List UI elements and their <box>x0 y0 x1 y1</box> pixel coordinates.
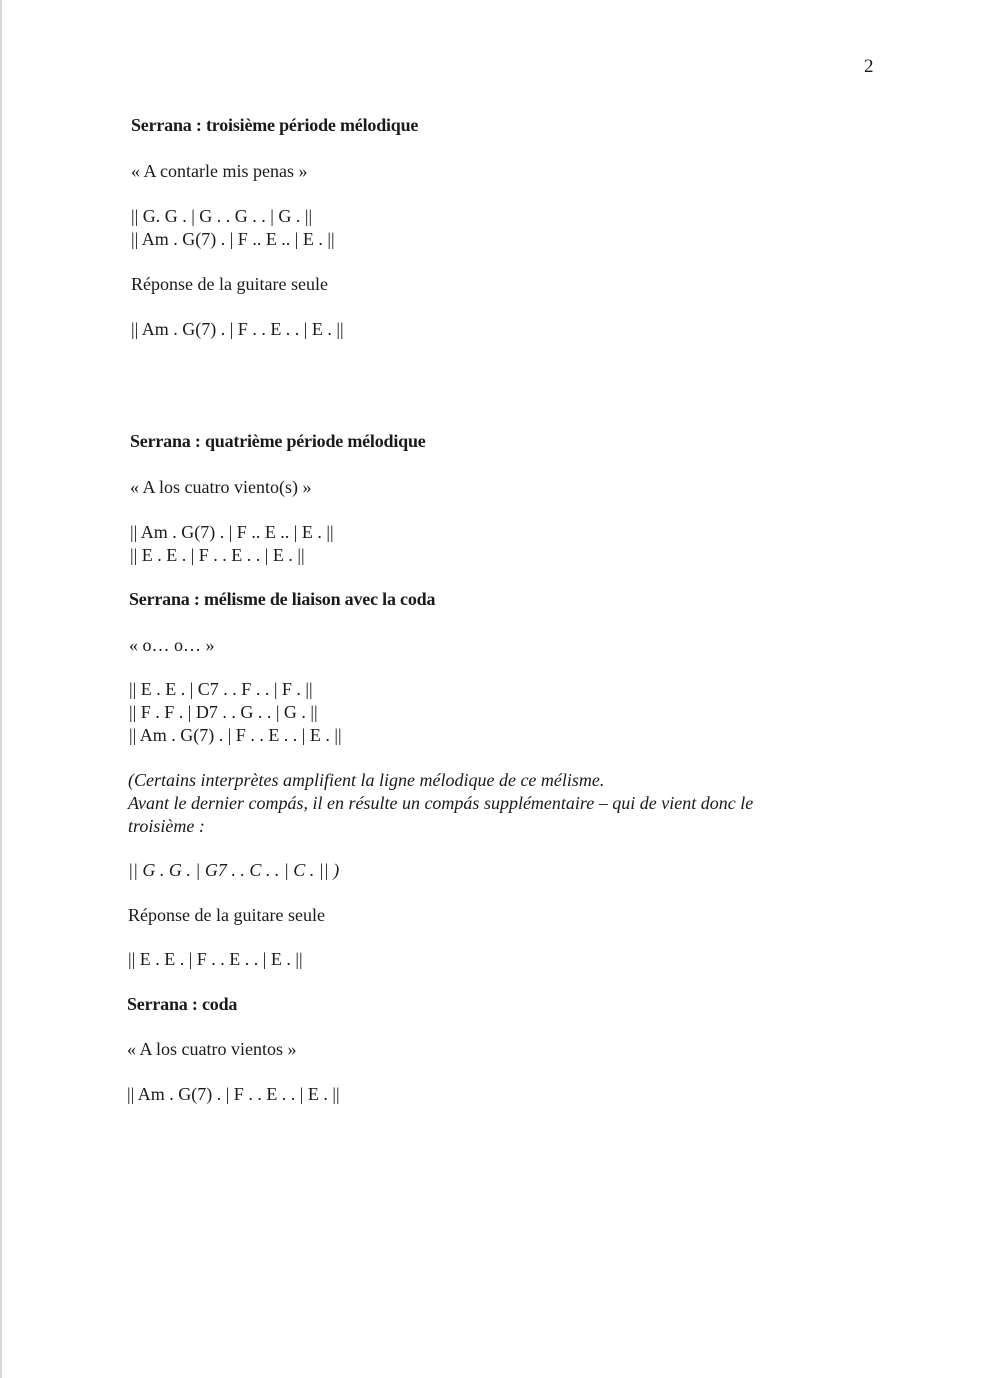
section-heading-melisme: Serrana : mélisme de liaison avec la coda <box>129 589 436 609</box>
chord-line: || E . E . | F . . E . . | E . || <box>130 545 305 565</box>
chord-line: || Am . G(7) . | F . . E . . | E . || <box>131 319 344 339</box>
section-quote: « A contarle mis penas » <box>131 161 308 181</box>
section-quote: « o… o… » <box>129 635 215 655</box>
italic-note-line: Avant le dernier compás, il en résulte un compás supplémentaire – qui de vient donc le <box>128 793 754 813</box>
section-heading-troisieme: Serrana : troisième période mélodique <box>131 115 419 135</box>
section-quote: « A los cuatro vientos » <box>127 1039 297 1059</box>
italic-note-chords: || G . G . | G7 . . C . . | C . || ) <box>128 860 340 880</box>
page-number: 2 <box>864 56 874 77</box>
chord-line: || Am . G(7) . | F . . E . . | E . || <box>127 1084 340 1104</box>
chord-line: || Am . G(7) . | F .. E .. | E . || <box>130 522 334 542</box>
chord-line: || F . F . | D7 . . G . . | G . || <box>129 702 318 722</box>
section-heading-quatrieme: Serrana : quatrième période mélodique <box>130 431 426 451</box>
scan-edge <box>0 0 2 1378</box>
chord-line: || G. G . | G . . G . . | G . || <box>131 206 313 226</box>
section-quote: « A los cuatro viento(s) » <box>130 477 312 497</box>
response-label: Réponse de la guitare seule <box>131 274 328 294</box>
chord-line: || Am . G(7) . | F .. E .. | E . || <box>131 229 335 249</box>
section-heading-coda: Serrana : coda <box>127 994 238 1014</box>
chord-line: || E . E . | F . . E . . | E . || <box>128 949 303 969</box>
italic-note-line: troisième : <box>128 816 205 836</box>
response-label: Réponse de la guitare seule <box>128 905 325 925</box>
chord-line: || E . E . | C7 . . F . . | F . || <box>129 679 313 699</box>
chord-line: || Am . G(7) . | F . . E . . | E . || <box>129 725 342 745</box>
italic-note-line: (Certains interprètes amplifient la ligne mélodique de ce mélisme. <box>128 770 605 790</box>
